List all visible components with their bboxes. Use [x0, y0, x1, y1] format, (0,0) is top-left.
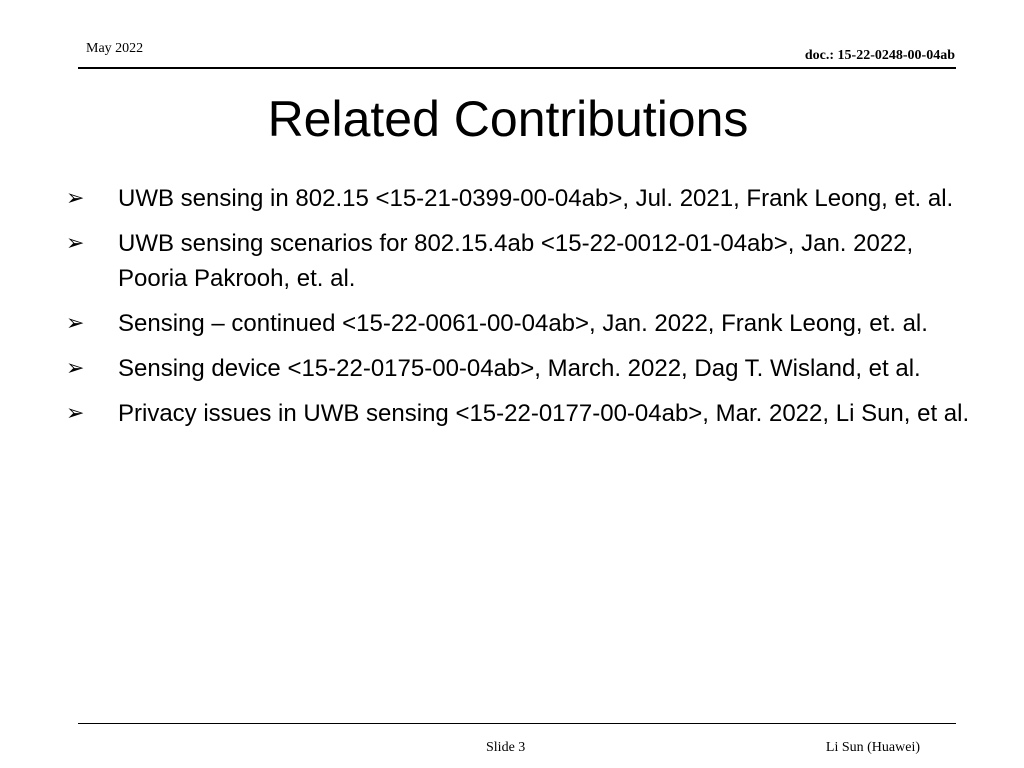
slide-title: Related Contributions: [267, 91, 749, 147]
header-date: May 2022: [86, 41, 144, 56]
list-item-text: UWB sensing in 802.15 <15-21-0399-00-04ab>, Jul. 2021, Frank Leong, et. al.: [118, 185, 954, 212]
list-item-text: Sensing device <15-22-0175-00-04ab>, March. 2022, Dag T. Wisland, et al.: [118, 355, 921, 382]
header-divider: [78, 67, 956, 69]
list-item: [66, 226, 986, 296]
footer-divider: [78, 723, 956, 724]
slide-number: Slide 3: [486, 740, 526, 755]
arrow-bullet-icon: ➢: [66, 356, 85, 381]
list-item: [66, 351, 986, 386]
arrow-bullet-icon: ➢: [66, 186, 85, 211]
contribution-list: [66, 181, 986, 441]
arrow-bullet-icon: ➢: [66, 311, 85, 336]
list-item: [66, 396, 986, 431]
list-item: [66, 306, 986, 341]
header-doc-id: doc.: 15-22-0248-00-04ab: [804, 48, 955, 63]
list-item: [66, 181, 986, 216]
footer-author: Li Sun (Huawei): [825, 740, 920, 755]
list-item-text: Privacy issues in UWB sensing <15-22-0177-00-04ab>, Mar. 2022, Li Sun, et al.: [118, 400, 970, 427]
list-item-text: Sensing – continued <15-22-0061-00-04ab>, Jan. 2022, Frank Leong, et. al.: [118, 310, 928, 337]
list-item-text: UWB sensing scenarios for 802.15.4ab <15-22-0012-01-04ab>, Jan. 2022, Pooria Pakrooh, et. al.: [118, 230, 914, 292]
arrow-bullet-icon: ➢: [66, 401, 85, 426]
arrow-bullet-icon: ➢: [66, 231, 85, 256]
